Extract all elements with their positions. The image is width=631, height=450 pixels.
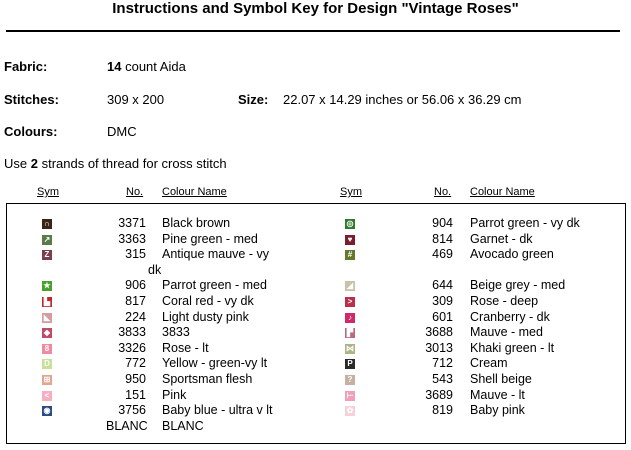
colour-name: Sportsman flesh	[162, 372, 253, 386]
colour-name: Cranberry - dk	[470, 309, 550, 324]
symbol-swatch-icon: ▛	[346, 328, 354, 338]
dmc-number: 817	[125, 294, 146, 308]
dmc-number: 3833	[118, 325, 146, 340]
right-key-row	[0, 294, 631, 310]
colour-name: Light dusty pink	[162, 309, 249, 324]
colour-name: Pine green - med	[162, 231, 258, 246]
symbol-swatch-icon: 8	[42, 344, 52, 354]
dmc-number: 224	[125, 309, 146, 324]
right-key-row	[0, 325, 631, 341]
stitches-label: Stitches:	[4, 92, 59, 107]
dmc-number: 469	[432, 247, 453, 262]
colour-name: Yellow - green-vy lt	[162, 356, 268, 371]
right-key-row	[0, 403, 631, 419]
right-key-row	[0, 341, 631, 357]
right-key-row	[0, 247, 631, 263]
colour-name: Avocado green	[470, 247, 554, 262]
note-suffix: strands of thread for cross stitch	[37, 156, 227, 171]
dmc-number: 3371	[118, 216, 146, 230]
colours-value: DMC	[107, 124, 137, 139]
right-key-row	[0, 356, 631, 372]
colour-name: Mauve - lt	[470, 387, 525, 402]
colour-name: Beige grey - med	[470, 278, 566, 293]
dmc-number: 3013	[425, 340, 453, 355]
symbol-swatch-icon: ◣	[43, 312, 51, 322]
note-strands: 2	[30, 156, 38, 171]
symbol-swatch-icon: ♥	[345, 235, 355, 245]
header-sym-left: Sym	[37, 186, 59, 198]
symbol-swatch-icon: ↗	[43, 234, 51, 244]
symbol-swatch-icon: Z	[42, 250, 52, 260]
dmc-number: 3326	[118, 340, 146, 355]
dmc-number: 309	[432, 294, 453, 308]
header-sym-right: Sym	[340, 186, 362, 198]
dmc-number: 904	[432, 216, 453, 230]
symbol-swatch-icon: ⊢	[346, 390, 354, 400]
colour-name: Shell beige	[470, 372, 532, 386]
strands-note	[4, 156, 227, 171]
symbol-swatch-icon: <	[42, 391, 52, 401]
dmc-number: 315	[125, 247, 146, 262]
symbol-swatch-icon: ♪	[345, 313, 355, 323]
colour-name: Cream	[470, 356, 508, 371]
colour-name: Baby pink	[470, 403, 525, 418]
symbol-swatch-icon: ◢	[346, 281, 354, 291]
dmc-number: 772	[125, 356, 146, 371]
colour-name: Khaki green - lt	[470, 340, 555, 355]
header-no-left: No.	[126, 186, 144, 198]
right-key-row	[0, 372, 631, 388]
right-key-row	[0, 216, 631, 232]
dmc-number: 644	[432, 278, 453, 293]
symbol-swatch-icon: ∩	[42, 219, 52, 229]
fabric-suffix: count Aida	[125, 59, 186, 74]
symbol-swatch-icon: ★	[43, 281, 51, 291]
header-name-right: Colour Name	[470, 186, 535, 198]
colour-name-continuation: dk	[148, 262, 162, 277]
right-key-row	[0, 232, 631, 248]
size-label: Size:	[238, 92, 269, 107]
symbol-swatch-icon: ◎	[346, 219, 354, 228]
dmc-number: 712	[432, 356, 453, 371]
dmc-number: 906	[125, 278, 146, 293]
size-value: 22.07 x 14.29 inches or 56.06 x 36.29 cm	[283, 92, 522, 107]
colour-name: Parrot green - vy dk	[470, 216, 580, 230]
left-key-row	[0, 419, 631, 435]
page-title: Instructions and Symbol Key for Design "Vintage Roses"	[112, 0, 519, 17]
dmc-number: 950	[125, 372, 146, 386]
symbol-swatch-icon: ⋈	[346, 343, 354, 353]
right-key-row	[0, 310, 631, 326]
dmc-number: 3363	[118, 231, 146, 246]
colour-name: Antique mauve - vy	[162, 247, 269, 262]
note-prefix: Use	[4, 156, 31, 171]
symbol-swatch-icon: ▙	[43, 297, 51, 306]
colour-name: Parrot green - med	[162, 278, 267, 293]
symbol-swatch-icon: ◉	[43, 406, 51, 416]
colour-name: BLANC	[162, 418, 204, 433]
fabric-label: Fabric:	[4, 59, 48, 74]
symbol-swatch-icon: ⊞	[43, 375, 51, 384]
colour-name: Baby blue - ultra v lt	[162, 403, 273, 418]
symbol-swatch-icon: P	[345, 359, 355, 369]
colour-name: Mauve - med	[470, 325, 543, 340]
header-name-left: Colour Name	[162, 186, 227, 198]
dmc-number: 3689	[425, 387, 453, 402]
stitches-value: 309 x 200	[107, 92, 165, 107]
dmc-number: 3756	[118, 403, 146, 418]
symbol-swatch-icon: #	[345, 250, 355, 260]
header-no-right: No.	[434, 186, 452, 198]
symbol-swatch-icon: ✿	[346, 406, 354, 416]
colour-name: Coral red - vy dk	[162, 294, 254, 308]
symbol-swatch-icon: >	[345, 297, 355, 307]
colour-name: Rose - lt	[162, 340, 209, 355]
symbol-swatch-icon: D	[42, 359, 52, 369]
fabric-count: 14	[107, 59, 122, 74]
colour-name: 3833	[162, 325, 190, 340]
title-divider	[6, 30, 620, 32]
colours-label: Colours:	[4, 124, 58, 139]
dmc-number: 814	[432, 231, 453, 246]
symbol-swatch-icon: ◆	[43, 328, 51, 338]
fabric-value	[107, 59, 186, 74]
dmc-number: 819	[432, 403, 453, 418]
dmc-number: 601	[432, 309, 453, 324]
colour-name: Black brown	[162, 216, 231, 230]
dmc-number: 543	[432, 372, 453, 386]
dmc-number: 3688	[425, 325, 453, 340]
colour-name: Garnet - dk	[470, 231, 533, 246]
dmc-number: BLANC	[106, 418, 148, 433]
colour-name: Rose - deep	[470, 294, 539, 308]
right-key-row	[0, 388, 631, 404]
right-key-row	[0, 278, 631, 294]
symbol-swatch-icon: ?	[345, 375, 355, 385]
dmc-number: 151	[125, 387, 146, 402]
colour-name: Pink	[162, 387, 187, 402]
